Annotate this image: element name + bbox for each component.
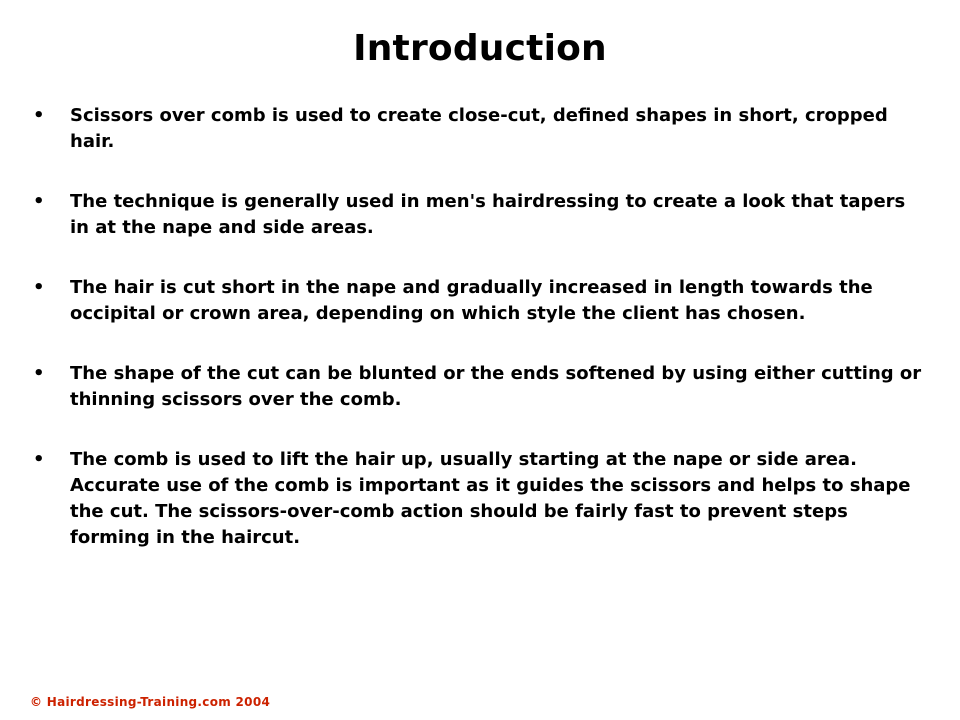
bullet-text: The comb is used to lift the hair up, usually starting at the nape or side area. Accurate use of the comb is important as it guides the scissors and helps to shape the cut. The scissors-over-comb action should be fairly fast to prevent steps forming in the haircut. — [70, 449, 911, 548]
bullet-text: The hair is cut short in the nape and gradually increased in length towards the occipital or crown area, depending on which style the client has chosen. — [70, 277, 873, 324]
bullet-item — [30, 361, 925, 413]
copyright-footer: © Hairdressing-Training.com 2004 — [30, 695, 271, 709]
bullet-dot-icon: • — [33, 277, 45, 298]
bullet-list — [30, 103, 925, 585]
bullet-text: The technique is generally used in men's hairdressing to create a look that tapers in at the nape and side areas. — [70, 191, 906, 238]
bullet-dot-icon: • — [33, 449, 45, 470]
bullet-item — [30, 275, 925, 327]
bullet-dot-icon: • — [33, 363, 45, 384]
bullet-item — [30, 103, 925, 155]
slide-title: Introduction — [353, 28, 607, 69]
bullet-item — [30, 189, 925, 241]
bullet-text: The shape of the cut can be blunted or the ends softened by using either cutting or thinning scissors over the comb. — [70, 363, 922, 410]
bullet-dot-icon: • — [33, 105, 45, 126]
bullet-item — [30, 447, 925, 551]
bullet-dot-icon: • — [33, 191, 45, 212]
bullet-text: Scissors over comb is used to create close-cut, defined shapes in short, cropped hair. — [70, 105, 888, 152]
